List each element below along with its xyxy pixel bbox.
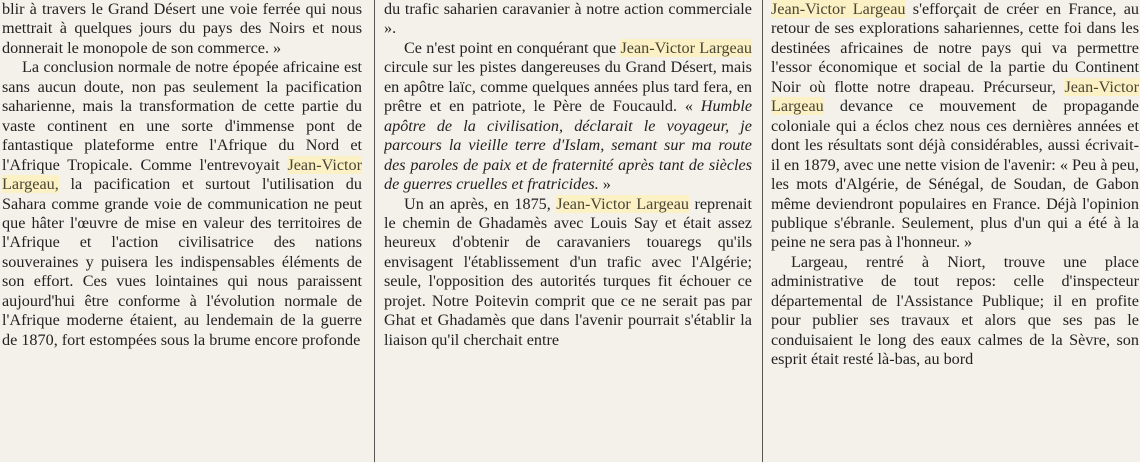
paragraph bbox=[384, 39, 752, 195]
paragraph: Largeau, rentré à Niort, trouve une place administrative de tout repos: celle d'inspecteur départemental de l'Assistance Publique; il en profite pour publier ses travaux et alors que ses pas le conduisaient le long des eaux calmes de la Sèvre, son esprit était resté là-bas, au bord bbox=[771, 252, 1139, 369]
paragraph bbox=[771, 0, 1139, 253]
column-right bbox=[771, 0, 1139, 462]
text: La conclusion normale de notre épopée africaine est sans aucun doute, non pas seulement la pacification saharienne, mais la transformation de cette partie du vaste continent en une sorte d'immense pont de fantastique plateforme entre l'Afrique du Nord et l'Afrique Tropicale. Comme l'entrevoyait bbox=[2, 58, 362, 174]
highlighted-name: Jean-Victor Largeau bbox=[771, 0, 906, 18]
text: reprenait le chemin de Ghadamès avec Louis Say et était assez heureux d'obtenir de caravaniers touaregs qu'ils envisagent l'établissement d'un trafic avec l'Algérie; seule, l'opposition des autorités turques fit échouer ce projet. Notre Poitevin comprit que ce ne serait pas par Ghat et Ghadamès que dans l'avenir pourrait s'établir la liaison qu'il cherchait entre bbox=[384, 194, 752, 349]
text: s'efforçait de créer en France, au retour de ses explorations sahariennes, cette foi dans les destinées africaines de notre pays qui va permettre l'essor économique et social de la partie du Continent Noir où flotte notre drapeau. Précurseur, bbox=[771, 0, 1139, 96]
highlighted-name: Jean-Victor Largeau bbox=[771, 77, 1139, 116]
text: » bbox=[598, 175, 611, 194]
paragraph: blir à travers le Grand Désert une voie ferrée qui nous mettrait à quelques jours du pays des Noirs et nous donnerait le monopole de son commerce. » bbox=[2, 0, 362, 57]
text: circule sur les pistes dangereuses du Grand Désert, mais en apôtre laïc, comme quelques années plus tard fera, en prêtre et en patriote, le Père de Foucauld. « bbox=[384, 58, 752, 116]
highlighted-name: Jean-Victor Largeau bbox=[556, 194, 690, 213]
column-divider bbox=[374, 0, 375, 462]
paragraph bbox=[2, 58, 362, 350]
column-middle bbox=[384, 0, 752, 462]
highlighted-name: Jean-Victor Largeau bbox=[620, 38, 752, 57]
text: la pacification et surtout l'utilisation du Sahara comme grande voie de communication ne peut que hâter l'œuvre de mise en valeur des territoires de l'Afrique et l'action civilisatrice des nations souveraines y puisera les indispensables éléments de son effort. Ces vues lointaines qui nous paraissent aujourd'hui être conforme à l'évolution normale de l'Afrique moderne étaient, au lendemain de la guerre de 1870, fort estompées sous la brume encore profonde bbox=[2, 175, 362, 349]
highlighted-name: Jean-Victor Largeau, bbox=[2, 155, 362, 194]
column-divider bbox=[762, 0, 763, 462]
paragraph: du trafic saharien caravanier à notre action commerciale ». bbox=[384, 0, 752, 38]
paragraph bbox=[384, 195, 752, 351]
italic-quote: Humble apôtre de la civilisation, déclarait le voyageur, je parcours la vieille terre d'Islam, semant sur ma route des paroles de paix et de fraternité après tant de siècles de guerres cruelles et fratricides. bbox=[384, 97, 752, 194]
text: devance ce mouvement de propagande coloniale qui a éclos chez nous ces dernières années et dont les résultats sont déjà considérables, aussi écrivait-il en 1879, avec une nette vision de l'avenir: « Peu à peu, les mots d'Algérie, de Sénégal, de Soudan, de Gabon même deviendront populaires en France. Déjà l'opinion publique s'ébranle. Seulement, plus d'un qui a été à la peine ne sera pas à l'honneur. » bbox=[771, 97, 1139, 252]
column-left bbox=[2, 0, 362, 462]
text: Ce n'est point en conquérant que bbox=[404, 38, 621, 57]
text: Un an après, en 1875, bbox=[404, 194, 557, 213]
